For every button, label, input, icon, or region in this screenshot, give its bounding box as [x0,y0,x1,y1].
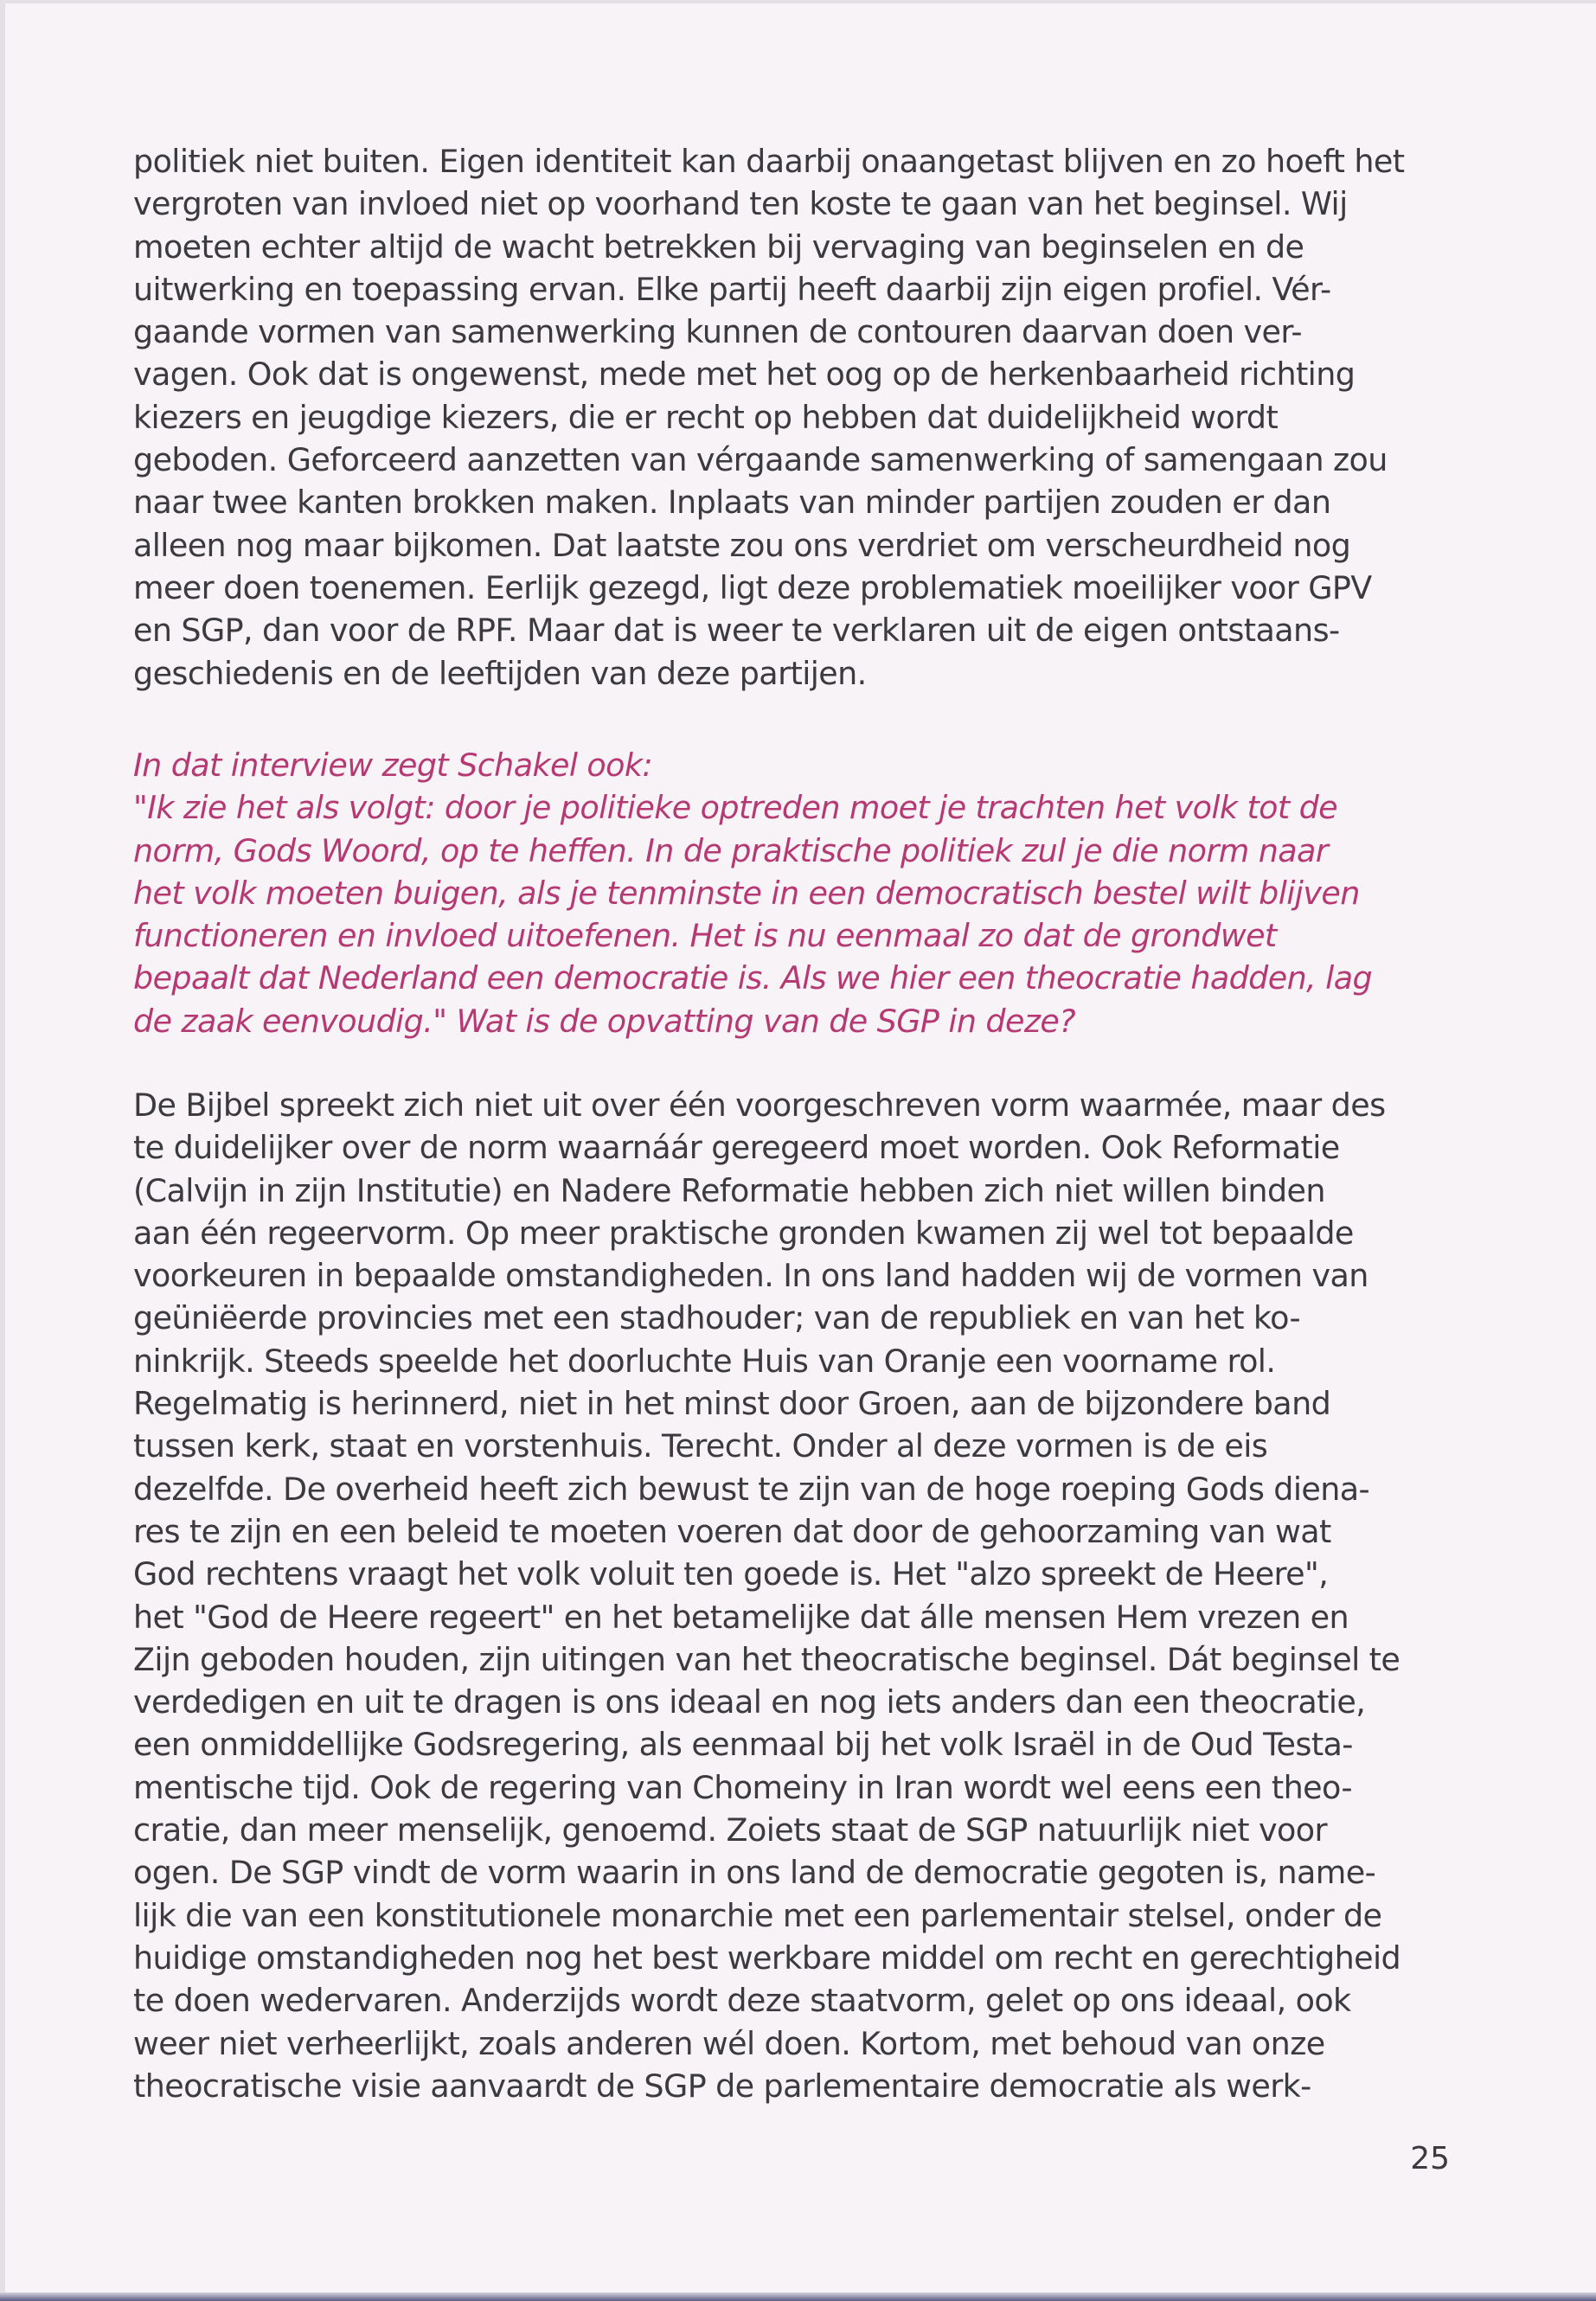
text-line: lijk die van een konstitutionele monarchie met een parlementair stelsel, onder de [133,1896,1382,1934]
paragraph-body-continuation [133,140,1457,695]
text-line: naar twee kanten brokken maken. Inplaats van minder partijen zouden er dan [133,484,1331,522]
page-number: 25 [1410,2141,1450,2176]
text-line: te doen wedervaren. Anderzijds wordt deze staatvorm, gelet op ons ideaal, ook [133,1982,1351,2020]
page [5,3,1596,2294]
text-line: gaande vormen van samenwerking kunnen de contouren daarvan doen ver- [133,313,1302,351]
text-line: dezelfde. De overheid heeft zich bewust te zijn van de hoge roeping Gods diena- [133,1470,1370,1508]
text-line: Regelmatig is herinnerd, niet in het minst door Groen, aan de bijzondere band [133,1385,1331,1423]
text-line: tussen kerk, staat en vorstenhuis. Terecht. Onder al deze vormen is de eis [133,1427,1268,1465]
text-line: geboden. Geforceerd aanzetten van vérgaande samenwerking of samengaan zou [133,441,1388,479]
text-line: ogen. De SGP vindt de vorm waarin in ons land de democratie gegoten is, name- [133,1854,1376,1892]
text-line: God rechtens vraagt het volk voluit ten goede is. Het "alzo spreekt de Heere", [133,1555,1329,1593]
text-line: (Calvijn in zijn Institutie) en Nadere Reformatie hebben zich niet willen binden [133,1171,1325,1209]
text-line: meer doen toenemen. Eerlijk gezegd, ligt deze problematiek moeilijker voor GPV [133,568,1372,606]
text-line: geschiedenis en de leeftijden van deze partijen. [133,654,867,692]
text-line: en SGP, dan voor de RPF. Maar dat is weer te verklaren uit de eigen ontstaans- [133,612,1340,650]
text-line: verdedigen en uit te dragen is ons ideaal en nog iets anders dan een theocratie, [133,1683,1366,1721]
text-line: de zaak eenvoudig." Wat is de opvatting van de SGP in deze? [133,1002,1076,1040]
text-line: res te zijn en een beleid te moeten voeren dat door de gehoorzaming van wat [133,1512,1331,1550]
text-line: In dat interview zegt Schakel ook: [133,747,653,784]
text-line: geüniëerde provincies met een stadhouder; van de republiek en van het ko- [133,1299,1301,1337]
text-line: weer niet verheerlijkt, zoals anderen wél doen. Kortom, met behoud van onze [133,2024,1325,2062]
text-line: moeten echter altijd de wacht betrekken bij vervaging van beginselen en de [133,228,1304,266]
text-line: functioneren en invloed uitoefenen. Het is nu eenmaal zo dat de grondwet [133,917,1277,955]
text-line: aan één regeervorm. Op meer praktische gronden kwamen zij wel tot bepaalde [133,1214,1354,1252]
text-line: "Ik zie het als volgt: door je politieke optreden moet je trachten het volk tot de [133,789,1338,827]
text-line: ninkrijk. Steeds speelde het doorluchte Huis van Oranje een voorname rol. [133,1342,1276,1380]
text-line: voorkeuren in bepaalde omstandigheden. In ons land hadden wij de vormen van [133,1257,1368,1295]
text-line: cratie, dan meer menselijk, genoemd. Zoiets staat de SGP natuurlijk niet voor [133,1811,1327,1849]
text-line: uitwerking en toepassing ervan. Elke partij heeft daarbij zijn eigen profiel. Vér- [133,270,1331,308]
paragraph-answer [133,1084,1457,2107]
text-line: mentische tijd. Ook de regering van Chomeiny in Iran wordt wel eens een theo- [133,1768,1352,1806]
text-line: te duidelijker over de norm waarnáár geregeerd moet worden. Ook Reformatie [133,1129,1340,1167]
page-bottom-edge [0,2292,1596,2301]
text-line: huidige omstandigheden nog het best werkbare middel om recht en gerechtigheid [133,1939,1401,1977]
text-line: het volk moeten buigen, als je tenminste in een democratisch bestel wilt blijven [133,874,1360,912]
text-line: alleen nog maar bijkomen. Dat laatste zou ons verdriet om verscheurdheid nog [133,526,1351,564]
text-line: Zijn geboden houden, zijn uitingen van het theocratische beginsel. Dát beginsel te [133,1640,1401,1678]
text-line: kiezers en jeugdige kiezers, die er recht op hebben dat duidelijkheid wordt [133,398,1279,436]
text-line: De Bijbel spreekt zich niet uit over één voorgeschreven vorm waarmée, maar des [133,1086,1386,1124]
paragraph-interview-question [133,744,1457,1042]
text-line: het "God de Heere regeert" en het betamelijke dat álle mensen Hem vrezen en [133,1598,1349,1636]
text-line: norm, Gods Woord, op te heffen. In de praktische politiek zul je die norm naar [133,831,1329,869]
text-line: politiek niet buiten. Eigen identiteit kan daarbij onaangetast blijven en zo hoeft het [133,143,1405,180]
text-line: een onmiddellijke Godsregering, als eenmaal bij het volk Israël in de Oud Testa- [133,1726,1353,1764]
text-line: bepaalt dat Nederland een democratie is. Als we hier een theocratie hadden, lag [133,959,1373,997]
text-line: vergroten van invloed niet op voorhand ten koste te gaan van het beginsel. Wij [133,185,1348,223]
text-line: theocratische visie aanvaardt de SGP de parlementaire democratie als werk- [133,2067,1311,2105]
text-line: vagen. Ook dat is ongewenst, mede met het oog op de herkenbaarheid richting [133,356,1356,394]
